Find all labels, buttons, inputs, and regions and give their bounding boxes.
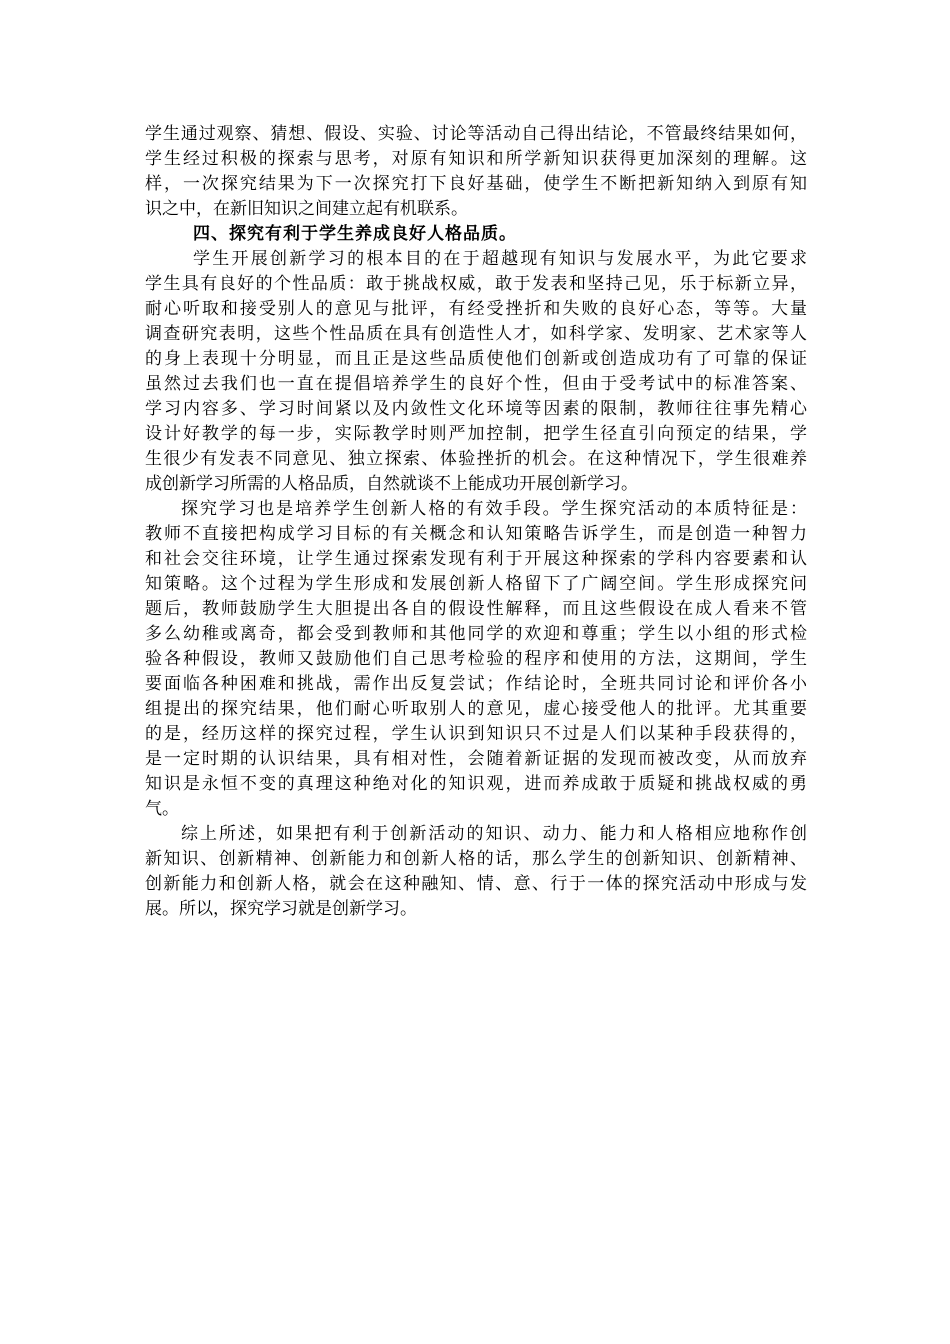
text-line: 成创新学习所需的人格品质，自然就谈不上能成功开展创新学习。 [145, 474, 638, 494]
text-line: 设计好教学的每一步，实际教学时则严加控制，把学生径直引向预定的结果，学 [145, 424, 807, 444]
paragraph-1 [145, 122, 807, 222]
text-line: 识之中，在新旧知识之间建立起有机联系。 [145, 199, 468, 219]
text-line: 样，一次探究结果为下一次探究打下良好基础，使学生不断把新知纳入到原有知 [145, 174, 807, 194]
text-line: 学习内容多、学习时间紧以及内敛性文化环境等因素的限制，教师往往事先精心 [145, 399, 807, 419]
text-line: 要面临各种困难和挑战，需作出反复尝试；作结论时，全班共同讨论和评价各小 [145, 674, 807, 694]
text-line: 的是，经历这样的探究过程，学生认识到知识只不过是人们以某种手段获得的， [145, 724, 807, 744]
text-line: 的身上表现十分明显，而且正是这些品质使他们创新或创造成功有了可靠的保证 [145, 349, 807, 369]
text-line: 生很少有发表不同意见、独立探索、体验挫折的机会。在这种情况下，学生很难养 [145, 449, 807, 469]
paragraph-3 [145, 497, 807, 822]
text-line: 创新能力和创新人格，就会在这种融知、情、意、行于一体的探究活动中形成与发 [145, 874, 807, 894]
text-line: 教师不直接把构成学习目标的有关概念和认知策略告诉学生，而是创造一种智力 [145, 524, 807, 544]
text-line: 学生具有良好的个性品质：敢于挑战权威，敢于发表和坚持己见，乐于标新立异， [145, 274, 807, 294]
text-line: 虽然过去我们也一直在提倡培养学生的良好个性，但由于受考试中的标准答案、 [145, 374, 807, 394]
text-line: 题后，教师鼓励学生大胆提出各自的假设性解释，而且这些假设在成人看来不管 [145, 599, 807, 619]
text-line: 知策略。这个过程为学生形成和发展创新人格留下了广阔空间。学生形成探究问 [145, 574, 807, 594]
text-line: 新知识、创新精神、创新能力和创新人格的话，那么学生的创新知识、创新精神、 [145, 849, 807, 869]
text-line: 多么幼稚或离奇，都会受到教师和其他同学的欢迎和尊重；学生以小组的形式检 [145, 624, 807, 644]
text-line: 探究学习也是培养学生创新人格的有效手段。学生探究活动的本质特征是： [181, 499, 807, 519]
document-body [145, 122, 807, 922]
section-heading: 四、探究有利于学生养成良好人格品质。 [193, 224, 517, 244]
text-line: 气。 [145, 799, 179, 819]
text-line: 耐心听取和接受别人的意见与批评，有经受挫折和失败的良好心态，等等。大量 [145, 299, 807, 319]
paragraph-2 [145, 247, 807, 497]
text-line: 和社会交往环境，让学生通过探索发现有利于开展这种探索的学科内容要素和认 [145, 549, 807, 569]
text-line: 展。所以，探究学习就是创新学习。 [145, 899, 417, 919]
text-line: 综上所述，如果把有利于创新活动的知识、动力、能力和人格相应地称作创 [181, 824, 807, 844]
text-line: 知识是永恒不变的真理这种绝对化的知识观，进而养成敢于质疑和挑战权威的勇 [145, 774, 807, 794]
paragraph-4 [145, 822, 807, 922]
text-line: 学生通过观察、猜想、假设、实验、讨论等活动自己得出结论，不管最终结果如何， [145, 124, 807, 144]
text-line: 是一定时期的认识结果，具有相对性，会随着新证据的发现而被改变，从而放弃 [145, 749, 807, 769]
text-line: 验各种假设，教师又鼓励他们自己思考检验的程序和使用的方法，这期间，学生 [145, 649, 807, 669]
text-line: 调查研究表明，这些个性品质在具有创造性人才，如科学家、发明家、艺术家等人 [145, 324, 807, 344]
text-line: 组提出的探究结果，他们耐心听取别人的意见，虚心接受他人的批评。尤其重要 [145, 699, 807, 719]
text-line: 学生开展创新学习的根本目的在于超越现有知识与发展水平，为此它要求 [193, 249, 807, 269]
text-line: 学生经过积极的探索与思考，对原有知识和所学新知识获得更加深刻的理解。这 [145, 149, 807, 169]
